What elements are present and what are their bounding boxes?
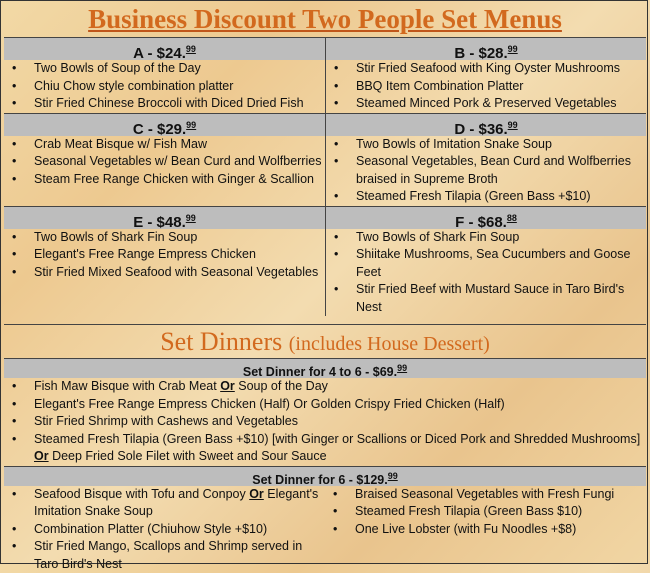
set-row	[4, 113, 646, 206]
list-item: • BBQ Item Combination Platter	[326, 78, 646, 96]
list-item: • Stir Fried Seafood with King Oyster Mushrooms	[326, 60, 646, 78]
set-e-header: E - $48.99	[4, 207, 325, 229]
list-item: • Two Bowls of Imitation Snake Soup	[326, 136, 646, 154]
list-item: • Stir Fried Mango, Scallops and Shrimp served in Taro Bird's Nest	[4, 538, 325, 573]
list-item: • One Live Lobster (with Fu Noodles +$8)	[325, 521, 646, 539]
set-row	[4, 37, 646, 113]
list-item: • Steamed Minced Pork & Preserved Vegetables	[326, 95, 646, 113]
list-item: • Combination Platter (Chiuhow Style +$10)	[4, 521, 325, 539]
set-dinners-section	[4, 324, 646, 573]
dinner-6-header: Set Dinner for 6 - $129.99	[4, 466, 646, 486]
set-e	[4, 207, 325, 317]
set-a-header: A - $24.99	[4, 38, 325, 60]
set-c-header: C - $29.99	[4, 114, 325, 136]
list-item: • Fish Maw Bisque with Crab Meat Or Soup of the Day	[4, 378, 646, 396]
list-item: • Seafood Bisque with Tofu and Conpoy Or Elegant's Imitation Snake Soup	[4, 486, 325, 521]
set-dinners-title: Set Dinners (includes House Dessert)	[4, 325, 646, 358]
list-item: • Stir Fried Chinese Broccoli with Diced Dried Fish	[4, 95, 325, 113]
dinner-4-6-header: Set Dinner for 4 to 6 - $69.99	[4, 358, 646, 378]
list-item: • Chiu Chow style combination platter	[4, 78, 325, 96]
list-item: • Elegant's Free Range Empress Chicken (Half) Or Golden Crispy Fried Chicken (Half)	[4, 396, 646, 414]
set-f	[325, 207, 646, 317]
list-item: • Stir Fried Shrimp with Cashews and Vegetables	[4, 413, 646, 431]
page-title: Business Discount Two People Set Menus	[0, 4, 650, 35]
set-b-header: B - $28.99	[326, 38, 646, 60]
set-menu-grid	[4, 37, 646, 316]
set-d	[325, 114, 646, 206]
dinner-6-right-list	[325, 486, 646, 573]
list-item: • Steamed Fresh Tilapia (Green Bass $10)	[325, 503, 646, 521]
set-c	[4, 114, 325, 206]
set-row	[4, 206, 646, 317]
set-d-header: D - $36.99	[326, 114, 646, 136]
dinner-6-lists	[4, 486, 646, 573]
list-item: • Stir Fried Mixed Seafood with Seasonal Vegetables	[4, 264, 325, 282]
list-item: • Two Bowls of Shark Fin Soup	[326, 229, 646, 247]
list-item: • Steamed Fresh Tilapia (Green Bass +$10) [with Ginger or Scallions or Diced Pork and Shredded Mushrooms] Or Deep Fried Sole Filet with Sweet and Sour Sauce	[4, 431, 646, 466]
list-item: • Elegant's Free Range Empress Chicken	[4, 246, 325, 264]
set-a	[4, 38, 325, 113]
list-item: • Steam Free Range Chicken with Ginger & Scallion	[4, 171, 325, 189]
list-item: • Seasonal Vegetables w/ Bean Curd and Wolfberries	[4, 153, 325, 171]
list-item: • Two Bowls of Shark Fin Soup	[4, 229, 325, 247]
list-item: • Two Bowls of Soup of the Day	[4, 60, 325, 78]
list-item: • Seasonal Vegetables, Bean Curd and Wolfberries braised in Supreme Broth	[326, 153, 646, 188]
set-f-header: F - $68.88	[326, 207, 646, 229]
list-item: • Steamed Fresh Tilapia (Green Bass +$10)	[326, 188, 646, 206]
list-item: • Braised Seasonal Vegetables with Fresh Fungi	[325, 486, 646, 504]
list-item: • Shiitake Mushrooms, Sea Cucumbers and Goose Feet	[326, 246, 646, 281]
dinner-4-6-list	[4, 378, 646, 466]
list-item: • Crab Meat Bisque w/ Fish Maw	[4, 136, 325, 154]
list-item: • Stir Fried Beef with Mustard Sauce in Taro Bird's Nest	[326, 281, 646, 316]
dinner-6-left-list	[4, 486, 325, 573]
set-b	[325, 38, 646, 113]
